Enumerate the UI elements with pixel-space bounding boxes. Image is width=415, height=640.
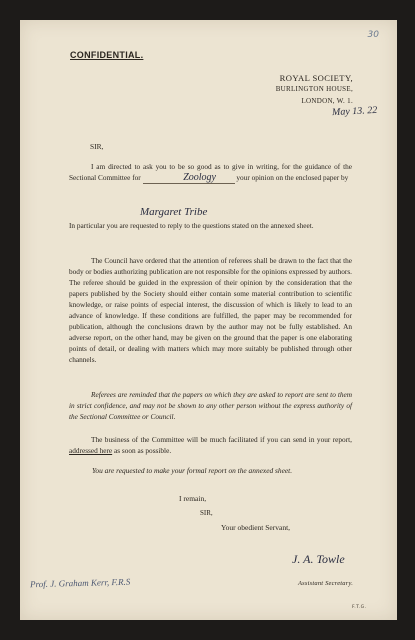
paragraph-confidence: Referees are reminded that the papers on which they are asked to report are sent to them in strict confidence, and may not be shown to any other person without the express authority of the Sectional Committee or Council. [69,390,352,421]
business-text-tail: as soon as possible. [113,446,172,455]
paragraph-council: The Council have ordered that the attention of referees shall be drawn to the fact that the body or bodies authorizing publication are not responsible for the opinions expressed by authors. The referee should be guided in the expression of their opinion by the consideration that the papers published by the Society should either contain some material contribution to scientific knowledge, or raise points of especial interest, the discussion of which is likely to lead to an advance of knowledge. If these conditions are fulfilled, the paper may be recommended for publication, although the conclusions drawn by the author may not be fully established. An adverse report, on the other hand, may be given on the ground that the paper is one elaborating points of detail, or dealing with matters which may more suitably be published through other channels. [69,256,352,364]
business-text: The business of the Committee will be much facilitated if you can send in your report, [91,435,352,444]
address-line-3: LONDON, W. 1. [301,97,353,105]
request-text-tail: your opinion on the enclosed paper by [236,173,349,182]
closing-remain: I remain, [179,494,207,503]
letter-page [20,20,397,620]
confidential-heading: CONFIDENTIAL. [70,50,144,60]
request-text: I am directed to ask you to be so good as to give in writing, for the guidance of the Sectional Committee for [69,162,352,182]
address-line-1: ROYAL SOCIETY, [279,73,353,83]
paragraph-questions: In particular you are requested to reply to the questions stated on the annexed sheet. [69,221,314,230]
salutation: SIR, [90,142,104,151]
paragraph-business [69,434,352,456]
folio-number: 30 [367,30,379,40]
closing-servant: Your obedient Servant, [221,523,291,532]
signatory-title: Assistant Secretary. [298,580,354,587]
paragraph-formal-report: You are requested to make your formal report on the annexed sheet. [92,466,293,475]
addressed-here: addressed here [69,446,113,455]
handwritten-subject: Zoology [143,172,235,184]
handwritten-recipient: Prof. J. Graham Kerr, F.R.S [29,576,131,590]
handwritten-signature: J. A. Towle [292,552,345,566]
handwritten-author: Margaret Tribe [140,206,208,218]
closing-sir: SIR, [200,509,213,517]
address-line-2: BURLINGTON HOUSE, [275,85,353,93]
printer-mark: F.T.G. [352,605,367,610]
handwritten-date: May 13. 22 [331,104,378,119]
paragraph-request [69,161,352,184]
